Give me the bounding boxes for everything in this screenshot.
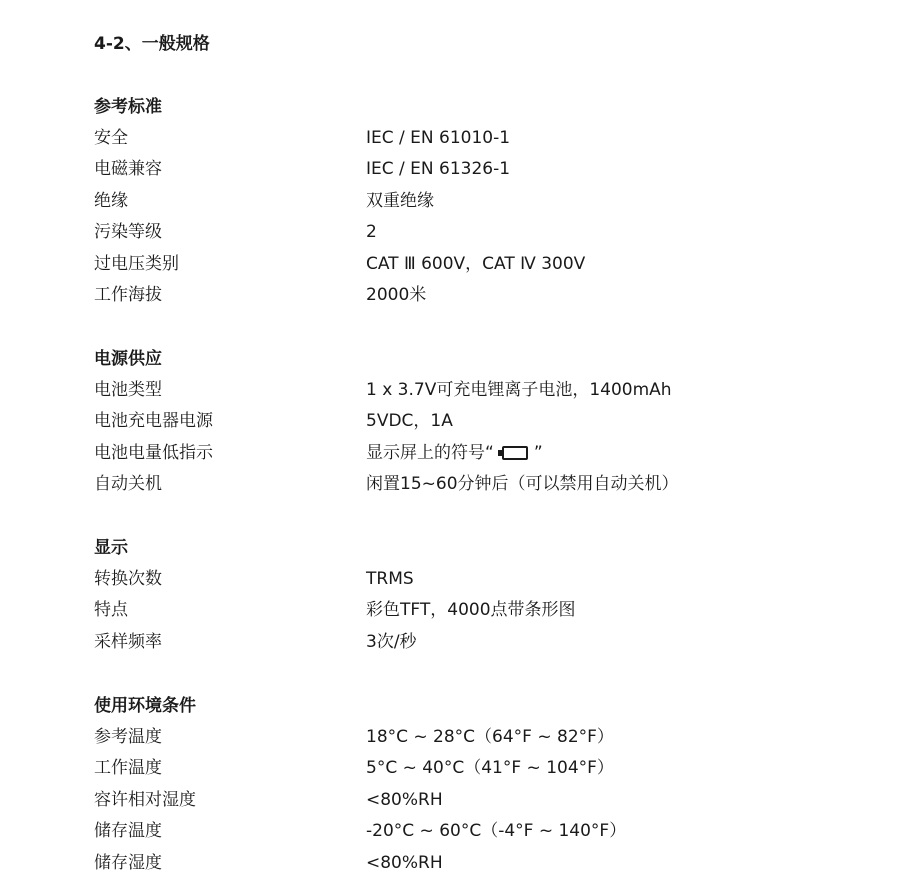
spec-row [94,816,874,848]
section-heading: 使用环境条件 [94,696,196,716]
section-heading: 电源供应 [94,349,162,369]
spec-value: TRMS [366,568,414,589]
spec-value: IEC / EN 61010-1 [366,127,511,148]
spec-row [94,154,874,186]
spec-value: 闲置15~60分钟后（可以禁用自动关机） [366,474,679,495]
spec-value: <80%RH [366,789,443,810]
spec-row [94,374,874,406]
spec-value: 彩色TFT，4000点带条形图 [366,600,576,621]
section-reference-standards [94,96,874,311]
spec-row [94,563,874,595]
spec-row [94,217,874,249]
spec-label: 工作温度 [94,758,162,779]
spec-value: IEC / EN 61326-1 [366,159,511,180]
spec-value-suffix: ” [533,442,543,463]
spec-value: 双重绝缘 [366,190,434,211]
spec-row [94,248,874,280]
spec-label: 参考温度 [94,726,162,747]
spec-value: 5VDC，1A [366,411,453,432]
spec-row [94,847,874,879]
section-environment [94,695,874,879]
spec-row [94,406,874,438]
page-title: 4-2、一般规格 [94,34,210,54]
spec-label: 特点 [94,600,128,621]
spec-row [94,185,874,217]
section-heading: 参考标准 [94,97,162,117]
spec-row [94,122,874,154]
spec-label: 转换次数 [94,568,162,589]
spec-row [94,595,874,627]
spec-value: CAT Ⅲ 600V，CAT Ⅳ 300V [366,253,586,274]
spec-label: 工作海拔 [94,285,162,306]
section-power-supply [94,348,874,500]
spec-label: 自动关机 [94,474,162,495]
spec-label: 容许相对湿度 [94,789,196,810]
spec-label: 储存温度 [94,821,162,842]
spec-label: 绝缘 [94,190,128,211]
spec-value: 2000米 [366,285,427,306]
spec-value [366,442,874,464]
spec-row [94,280,874,312]
spec-value-prefix: 显示屏上的符号“ [366,442,494,463]
spec-value: 5°C ~ 40°C（41°F ~ 104°F） [366,758,614,779]
spec-value: 1 x 3.7V可充电锂离子电池，1400mAh [366,379,672,400]
spec-label: 储存湿度 [94,852,162,873]
spec-value: -20°C ~ 60°C（-4°F ~ 140°F） [366,821,627,842]
spec-label: 电磁兼容 [94,159,162,180]
spec-label: 电池类型 [94,379,162,400]
spec-value: 18°C ~ 28°C（64°F ~ 82°F） [366,726,614,747]
spec-row [94,469,874,501]
section-heading: 显示 [94,538,128,558]
spec-label: 安全 [94,127,128,148]
spec-label: 电池电量低指示 [94,442,213,463]
section-display [94,537,874,658]
spec-value: <80%RH [366,852,443,873]
spec-row [94,437,874,469]
spec-row [94,753,874,785]
spec-label: 采样频率 [94,631,162,652]
spec-label: 污染等级 [94,222,162,243]
battery-low-icon [502,446,528,460]
spec-row [94,784,874,816]
spec-value: 2 [366,222,377,243]
spec-value: 3次/秒 [366,631,417,652]
spec-label: 过电压类别 [94,253,179,274]
spec-row [94,626,874,658]
spec-label: 电池充电器电源 [94,411,213,432]
spec-row [94,721,874,753]
